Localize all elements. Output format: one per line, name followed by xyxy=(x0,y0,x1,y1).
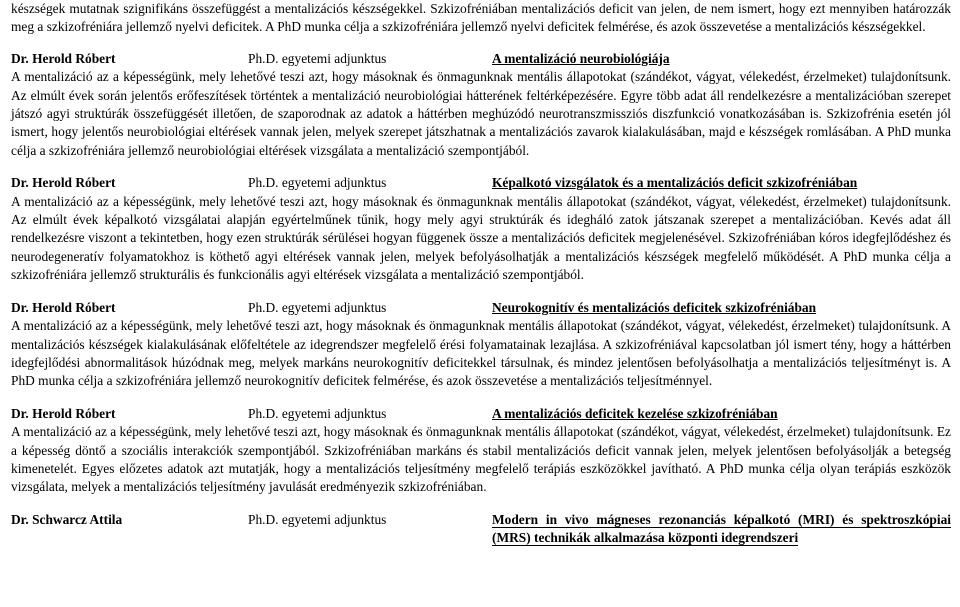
supervisor-name: Dr. Herold Róbert xyxy=(11,405,116,421)
topic-header-5 xyxy=(11,511,951,548)
topic-body-2: A mentalizáció az a képességünk, mely lehetővé teszi azt, hogy másoknak és önmagunknak mentális állapotokat (szándékot, vágyat, vélekedést, érzelmeket) tulajdonítsunk. Az elmúlt évek képalkotó vizsgálatai alapján egyértelműnek tűnik, hogy mely agyi struktúrák és idegháló zatok játszanak szerepet a mentalizációban. Kevés adat áll rendelkezésre viszont a tekintetben, hogy ezen struktúrák sérülései hogyan függenek össze a mentalizációs deficitek megjelenésével. Szkizofréniában kóros idegfejlődéshez és neurodegeneratív folyamatokhoz is köthető agyi eltérések vannak jelen, melyek befolyásolhatják a mentalizációs készségek megfelelő működését. A PhD munka célja a szkizofréniára jellemző strukturális és funkcionális agyi eltérések vizsgálata a mentalizáció szempontjából. xyxy=(11,193,951,283)
intro-paragraph: készségek mutatnak szignifikáns összefüggést a mentalizációs készségekkel. Szkizofréniában mentalizációs deficit van jelen, de nem ismert, hogy ezt mennyiben határozzák meg a szkizofréniára jellemző nyelvi deficitek. A PhD munka célja a szkizofréniára jellemző nyelvi deficitek felmérése, és azok összevetése a mentalizációs készségekkel. xyxy=(11,1,951,35)
supervisor-position: Ph.D. egyetemi adjunktus xyxy=(248,175,387,191)
topic-body-4: A mentalizáció az a képességünk, mely lehetővé teszi azt, hogy másoknak és önmagunknak mentális állapotokat (szándékot, vágyat, vélekedést, érzelmeket) tulajdonítsunk. Ez a képesség döntő a szociális interakciók szempontjából. Szkizofréniában markáns és stabil mentalizációs deficit vannak jelen, melyek jelentősen befolyásolják a betegség kimenetelét. Egyes előzetes adatok azt mutatják, hogy a mentalizációs teljesítmény megfelelő terápiás eszközökkel javítható. A PhD munka célja olyan terápiás eszközök vizsgálata, melyek a mentalizációs teljesítmény javulását eredményezik szkizofréniában. xyxy=(11,424,952,495)
topic-title: Képalkotó vizsgálatok és a mentalizációs deficit szkizofréniában xyxy=(492,175,858,191)
topic-title: Neurokognitív és mentalizációs deficitek szkizofréniában xyxy=(492,299,817,315)
supervisor-position: Ph.D. egyetemi adjunktus xyxy=(248,511,387,527)
supervisor-name: Dr. Herold Róbert xyxy=(11,50,116,66)
supervisor-position: Ph.D. egyetemi adjunktus xyxy=(248,299,387,315)
topic-title: A mentalizáció neurobiológiája xyxy=(492,50,670,66)
supervisor-position: Ph.D. egyetemi adjunktus xyxy=(248,50,387,66)
topic-title: A mentalizációs deficitek kezelése szkizofréniában xyxy=(492,405,778,421)
supervisor-name: Dr. Schwarcz Attila xyxy=(11,511,123,527)
supervisor-name: Dr. Herold Róbert xyxy=(11,175,116,191)
topic-header-2 xyxy=(11,174,951,192)
topic-header-3 xyxy=(11,299,951,317)
topic-title-text: Modern in vivo mágneses rezonanciás képalkotó (MRI) és spektroszkópiai (MRS) technikák alkalmazása központi idegrendszeri xyxy=(492,511,951,546)
topic-body-3: A mentalizáció az a képességünk, mely lehetővé teszi azt, hogy másoknak és önmagunknak mentális állapotokat (szándékot, vágyat, vélekedést, érzelmeket) tulajdonítsunk. A mentalizációs készségek kialakulásának előfeltétele az idegrendszer megfelelő érési folyamatainak lezajlása. A szkizofréniával kapcsolatban jól ismert tény, hogy a háttérben idegfejlődési abnormalitások húzódnak meg, melyek markáns neurokognitív deficitekkel társulnak, és mindez jelentősen befolyásolhatja a mentalizációs teljesítményt is. A PhD munka célja a szkizofréniára jellemző neurokognitív deficitek felmérése, és azok összevetése a mentalizációs teljesítménnyel. xyxy=(11,318,951,389)
topic-title xyxy=(492,511,951,548)
topic-body-1: A mentalizáció az a képességünk, mely lehetővé teszi azt, hogy másoknak és önmagunknak mentális állapotokat (szándékot, vágyat, vélekedést, érzelmeket) tulajdonítsunk. Az elmúlt évek során jelentős erőfeszítések történtek a mentalizáció neurobiológiai hátterének feltérképezésére. Egyre több adat áll rendelkezésre a mentalizációban szerepet játszó agyi struktúrák összefüggését illetően, de szaporodnak az adatok a háttérben meghúzódó neurotranszmissziós diszfunkció vonatkozásában is. Szkizofrénia esetén jól ismert, hogy jelentős neurobiológiai eltérések vannak jelen, melyek szerepet játszhatnak a mentalizációs zavarok kialakulásában, majd e készségek romlásában. A PhD munka célja a szkizofréniára jellemző neurobiológiai eltérések vizsgálata a mentalizáció szempontjából. xyxy=(11,69,951,158)
supervisor-name: Dr. Herold Róbert xyxy=(11,299,116,315)
topic-header-1 xyxy=(11,50,951,68)
supervisor-position: Ph.D. egyetemi adjunktus xyxy=(248,405,387,421)
topic-header-4 xyxy=(11,405,951,423)
